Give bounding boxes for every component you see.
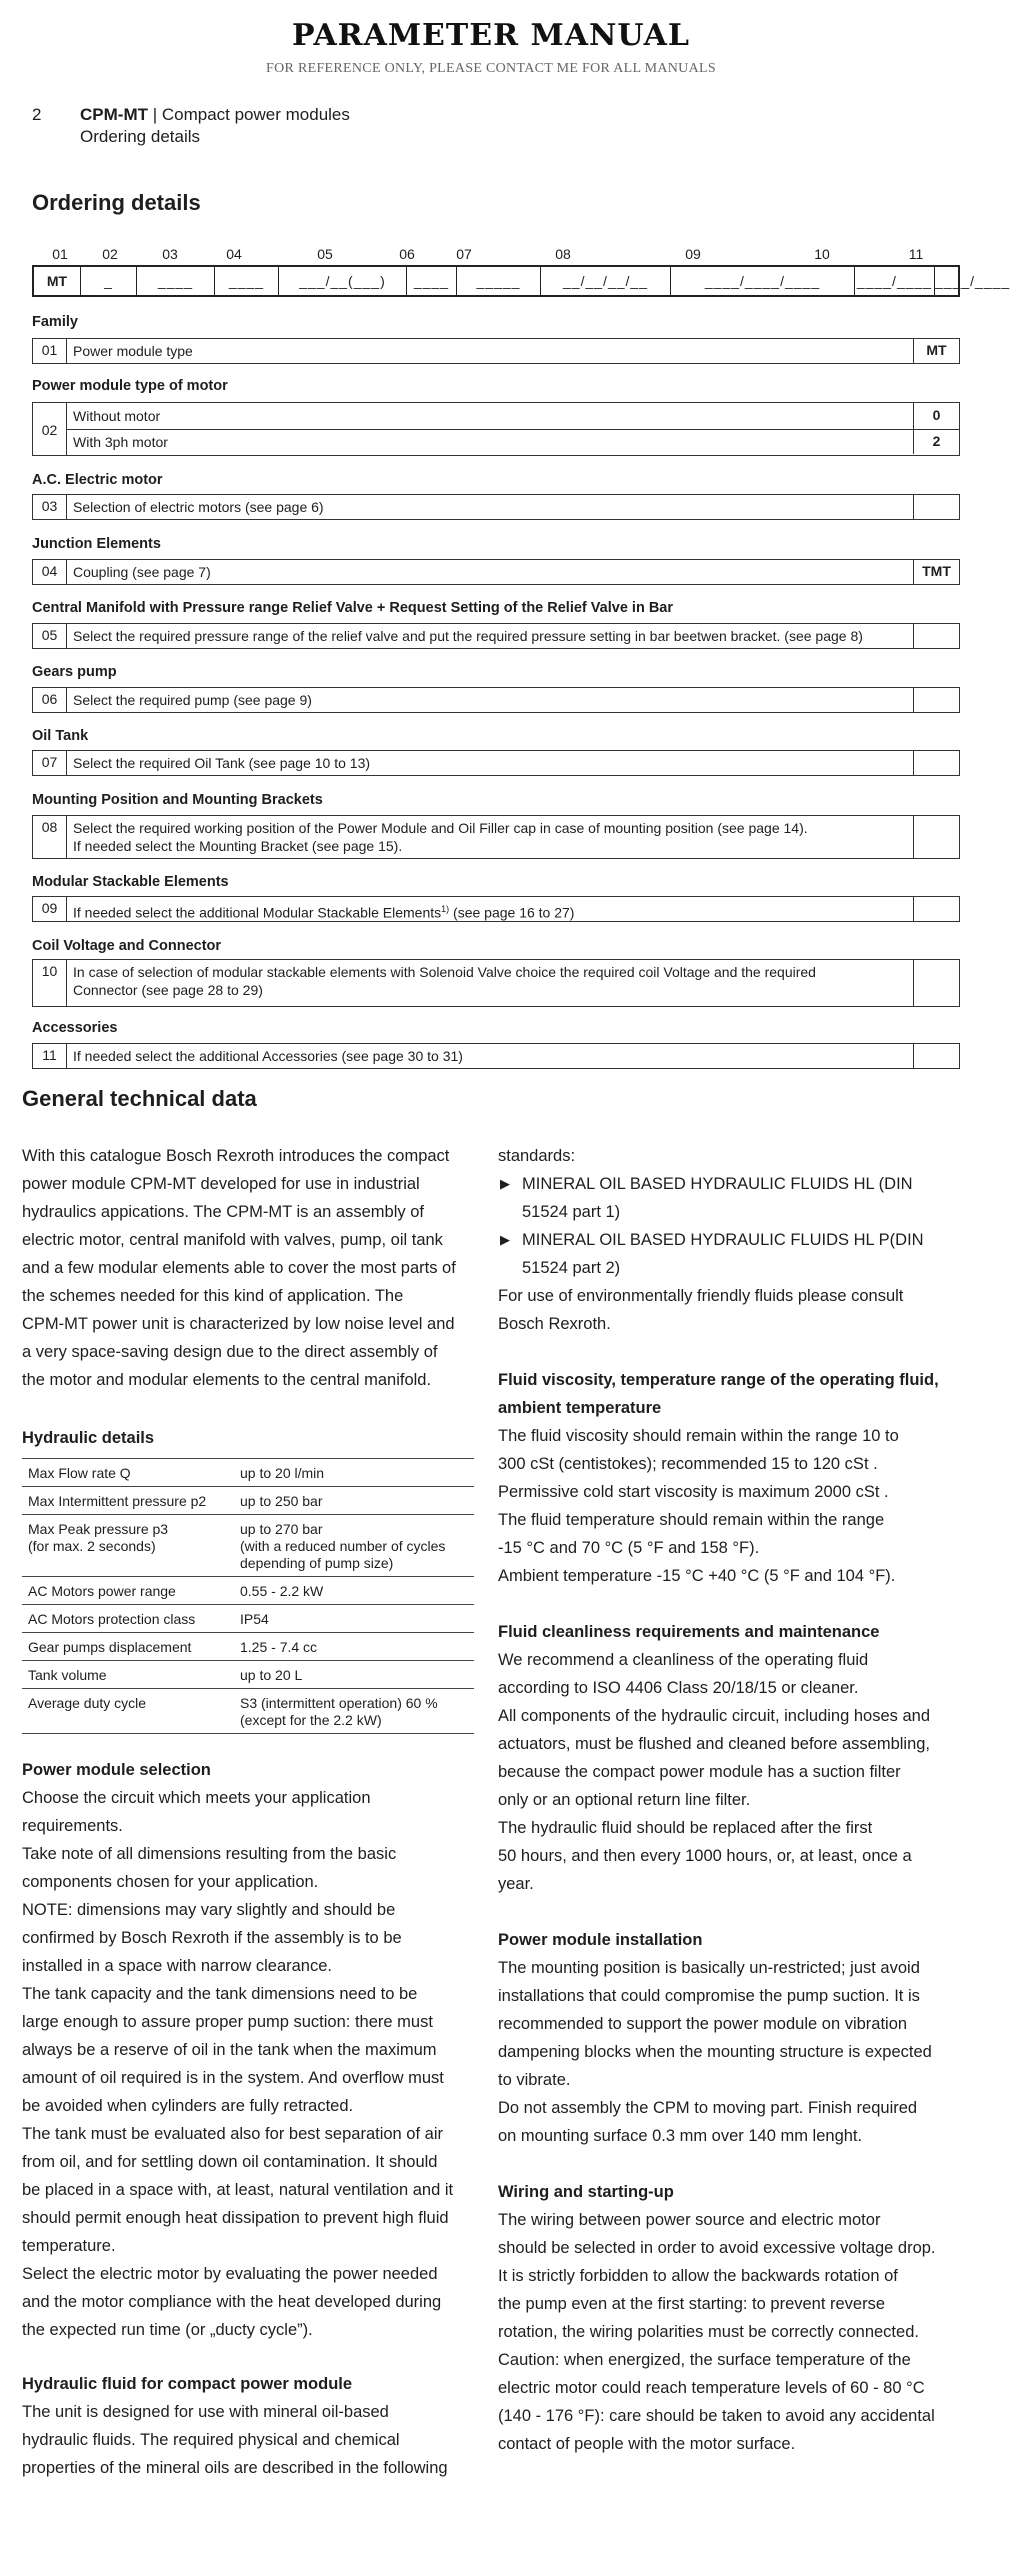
row-text-line-2: Connector (see page 28 to 29) (73, 982, 263, 998)
intro-line: a very space-saving design due to the direct assembly of (22, 1343, 438, 1361)
hydraulic-key (28, 1639, 240, 1656)
clean-title: Fluid cleanliness requirements and maintenance (498, 1623, 880, 1641)
install-line: Do not assembly the CPM to moving part. Finish required (498, 2099, 918, 2117)
wiring-line: contact of people with the motor surface. (498, 2435, 796, 2453)
code-cell-04: ____ (214, 267, 278, 295)
code-position-03: 03 (162, 246, 178, 262)
code-value-box (913, 495, 959, 519)
row-number: 05 (33, 624, 67, 648)
value-line: (except for the 2.2 kW) (240, 1712, 382, 1728)
bullet-line: 51524 part 2) (522, 1259, 621, 1277)
intro-line: the schemes needed for this kind of application. The (22, 1287, 404, 1305)
section-title: Central Manifold with Pressure range Relief Valve + Request Setting of the Relief Valve in Bar (32, 600, 674, 616)
install-line: installations that could compromise the pump suction. It is (498, 1987, 920, 2005)
selection-line: large enough to assure proper pump suction: there must (22, 2013, 433, 2031)
key-line: AC Motors power range (28, 1583, 176, 1599)
tech-intro (22, 1142, 482, 1394)
selection-line: Select the electric motor by evaluating the power needed (22, 2265, 438, 2283)
hydraulic-row (22, 1605, 474, 1633)
code-value-box (913, 1044, 959, 1068)
section-title: A.C. Electric motor (32, 472, 163, 488)
code-value-box: MT (913, 339, 959, 363)
standard-bullet (498, 1226, 968, 1282)
row-text-line: Selection of electric motors (see page 6) (73, 499, 324, 515)
value-line: up to 20 l/min (240, 1465, 325, 1481)
hydraulic-details-table (22, 1458, 474, 1734)
hydraulic-key (28, 1521, 240, 1572)
code-cell-01: MT (46, 273, 68, 289)
hydraulic-row (22, 1633, 474, 1661)
selection-line: NOTE: dimensions may vary slightly and should be (22, 1901, 396, 1919)
section-title: Mounting Position and Mounting Brackets (32, 792, 323, 808)
hydraulic-row (22, 1515, 474, 1577)
install-line: on mounting surface 0.3 mm over 140 mm lenght. (498, 2127, 863, 2145)
hydraulic-value (240, 1639, 474, 1656)
fluid-title: Hydraulic fluid for compact power module (22, 2375, 353, 2393)
row-text-line: Power module type (73, 343, 193, 359)
ordering-row (32, 1043, 960, 1069)
ordering-code-box (32, 265, 1010, 297)
page-number: 2 (32, 105, 42, 124)
row-text-line: Select the required working position of the Power Module and Oil Filler cap in case of mounting position (see page 14). (73, 820, 808, 836)
key-line: Max Peak pressure p3 (28, 1521, 169, 1537)
selection-line: installed in a space with narrow clearance. (22, 1957, 332, 1975)
hydraulic-key (28, 1611, 240, 1628)
selection-line: always be a reserve of oil in the tank when the maximum (22, 2041, 437, 2059)
selection-line: be placed in a space with, at least, natural ventilation and it (22, 2181, 454, 2199)
value-line: 1.25 - 7.4 cc (240, 1639, 318, 1655)
code-value-box (913, 751, 959, 775)
clean-line: We recommend a cleanliness of the operating fluid (498, 1651, 869, 1669)
row-text (73, 563, 909, 581)
ordering-row (32, 402, 960, 456)
code-cell-07: _____ (456, 267, 540, 295)
product-code: CPM-MT (80, 105, 148, 124)
tech-title: General technical data (22, 1086, 257, 1111)
bullet-triangle-icon: ▶ (500, 1176, 510, 1191)
hydraulic-value (240, 1695, 474, 1729)
row-number: 04 (33, 560, 67, 584)
wiring-line: It is strictly forbidden to allow the backwards rotation of (498, 2267, 898, 2285)
code-position-08: 08 (555, 246, 571, 262)
clean-line: only or an optional return line filter. (498, 1791, 751, 1809)
eco-line: For use of environmentally friendly fluids please consult (498, 1287, 904, 1305)
hydraulic-value (240, 1611, 474, 1628)
key-line: Average duty cycle (28, 1695, 147, 1711)
selection-line: requirements. (22, 1817, 123, 1835)
selection-line: confirmed by Bosch Rexroth if the assembly is to be (22, 1929, 402, 1947)
code-value-box (913, 816, 959, 858)
row-text (73, 900, 909, 922)
selection-title: Power module selection (22, 1761, 211, 1779)
intro-line: hydraulics appications. The CPM-MT is an assembly of (22, 1203, 424, 1221)
intro-line: With this catalogue Bosch Rexroth introduces the compact (22, 1147, 450, 1165)
selection-line: and the motor compliance with the heat developed during (22, 2293, 442, 2311)
hydraulic-title: Hydraulic details (22, 1429, 155, 1447)
row-divider (67, 429, 959, 430)
row-number: 01 (33, 339, 67, 363)
wiring-line: (140 - 176 °F): care should be taken to avoid any accidental (498, 2407, 935, 2425)
code-value-box: 2 (913, 429, 959, 455)
wiring-title: Wiring and starting-up (498, 2183, 674, 2201)
row-text-line: If needed select the additional Modular Stackable Elements (73, 904, 442, 921)
row-text (73, 691, 909, 709)
selection-line: from oil, and for settling down oil contamination. It should (22, 2153, 438, 2171)
intro-line: power module CPM-MT developed for use in industrial (22, 1175, 420, 1193)
header-section: Ordering details (80, 127, 201, 146)
banner-subtitle: FOR REFERENCE ONLY, PLEASE CONTACT ME FOR ALL MANUALS (266, 61, 716, 76)
row-text-line: Select the required pump (see page 9) (73, 692, 312, 708)
viscosity-line: Ambient temperature -15 °C +40 °C (5 °F and 104 °F). (498, 1567, 896, 1585)
ordering-row (32, 896, 960, 922)
code-cell-03: ____ (136, 267, 214, 295)
code-value-box (913, 688, 959, 712)
key-line: Gear pumps displacement (28, 1639, 192, 1655)
hydraulic-value (240, 1521, 474, 1572)
wiring-line: the pump even at the first starting: to prevent reverse (498, 2295, 886, 2313)
selection-line: The tank must be evaluated also for best separation of air (22, 2125, 443, 2143)
row-number: 03 (33, 495, 67, 519)
code-cell-09: ____/____/____ (670, 267, 854, 295)
fluid-line: properties of the mineral oils are described in the following (22, 2459, 448, 2477)
key-line: Max Intermittent pressure p2 (28, 1493, 207, 1509)
viscosity-line: Permissive cold start viscosity is maximum 2000 cSt . (498, 1483, 889, 1501)
hydraulic-key (28, 1583, 240, 1600)
value-line: depending of pump size) (240, 1555, 394, 1571)
left-column-text (22, 1756, 482, 2482)
viscosity-line: The fluid temperature should remain within the range (498, 1511, 885, 1529)
clean-line: actuators, must be flushed and cleaned before assembling, (498, 1735, 931, 1753)
hydraulic-row (22, 1459, 474, 1487)
code-position-09: 09 (685, 246, 701, 262)
bullet-line: MINERAL OIL BASED HYDRAULIC FLUIDS HL (DIN (522, 1175, 913, 1193)
viscosity-title-2: ambient temperature (498, 1399, 662, 1417)
section-title: Oil Tank (32, 728, 89, 744)
right-column-text (498, 1142, 968, 2458)
code-cell-08: __/__/__/__ (540, 267, 670, 295)
viscosity-line: The fluid viscosity should remain within the range 10 to (498, 1427, 899, 1445)
ordering-row (32, 750, 960, 776)
code-position-02: 02 (102, 246, 118, 262)
code-position-05: 05 (317, 246, 333, 262)
clean-line: year. (498, 1875, 534, 1893)
selection-line: The tank capacity and the tank dimensions need to be (22, 1985, 418, 2003)
row-text-line-2: If needed select the Mounting Bracket (see page 15). (73, 838, 403, 854)
code-position-07: 07 (456, 246, 472, 262)
hydraulic-value (240, 1583, 474, 1600)
code-cell-11: ____/____ (934, 267, 960, 295)
value-line: up to 20 L (240, 1667, 303, 1683)
bullet-line: MINERAL OIL BASED HYDRAULIC FLUIDS HL P(DIN (522, 1231, 924, 1249)
row-text-tail: (see page 16 to 27) (449, 904, 575, 921)
hydraulic-row (22, 1661, 474, 1689)
clean-line: All components of the hydraulic circuit, including hoses and (498, 1707, 930, 1725)
ordering-row (32, 687, 960, 713)
row-number: 06 (33, 688, 67, 712)
key-line: (for max. 2 seconds) (28, 1538, 156, 1554)
footnote-marker: 1) (441, 904, 450, 914)
section-title: Coil Voltage and Connector (32, 938, 222, 954)
standards-label: standards: (498, 1147, 576, 1165)
code-position-04: 04 (226, 246, 242, 262)
value-line: IP54 (240, 1611, 269, 1627)
code-value-box (913, 897, 959, 921)
value-line: (with a reduced number of cycles (240, 1538, 446, 1554)
row-number: 08 (33, 816, 67, 858)
code-position-11: 11 (908, 246, 924, 262)
ordering-row (32, 623, 960, 649)
ordering-row (32, 338, 960, 364)
selection-line: amount of oil required is in the system. And overflow must (22, 2069, 444, 2087)
code-cell-10: ____/____ (854, 267, 934, 295)
hydraulic-value (240, 1667, 474, 1684)
bullet-line: 51524 part 1) (522, 1203, 621, 1221)
code-cell-05: ___/__(___) (278, 267, 406, 295)
wiring-line: electric motor could reach temperature levels of 60 - 80 °C (498, 2379, 925, 2397)
row-number: 10 (33, 960, 67, 1006)
hydraulic-value (240, 1493, 474, 1510)
ordering-row (32, 559, 960, 585)
eco-line: Bosch Rexroth. (498, 1315, 611, 1333)
key-line: AC Motors protection class (28, 1611, 196, 1627)
hydraulic-key (28, 1493, 240, 1510)
code-value-box (913, 624, 959, 648)
row-text-line: Coupling (see page 7) (73, 564, 211, 580)
row-text (73, 1047, 909, 1065)
fluid-line: hydraulic fluids. The required physical and chemical (22, 2431, 400, 2449)
install-line: to vibrate. (498, 2071, 571, 2089)
row-text: Without motor (73, 408, 161, 424)
product-name: | Compact power modules (152, 105, 350, 124)
intro-line: electric motor, central manifold with valves, pump, oil tank (22, 1231, 443, 1249)
row-number: 11 (33, 1044, 67, 1068)
row-text (73, 498, 909, 516)
wiring-line: rotation, the wiring polarities must be correctly connected. (498, 2323, 919, 2341)
wiring-line: The wiring between power source and electric motor (498, 2211, 881, 2229)
ordering-row (32, 815, 960, 859)
section-title: Gears pump (32, 664, 117, 680)
hydraulic-value (240, 1465, 474, 1482)
code-position-06: 06 (399, 246, 415, 262)
intro-line: the motor and modular elements to the central manifold. (22, 1371, 432, 1389)
clean-line: The hydraulic fluid should be replaced after the first (498, 1819, 873, 1837)
selection-line: components chosen for your application. (22, 1873, 319, 1891)
value-line: S3 (intermittent operation) 60 % (240, 1695, 438, 1711)
hydraulic-row (22, 1689, 474, 1734)
viscosity-line: 300 cSt (centistokes); recommended 15 to 120 cSt . (498, 1455, 878, 1473)
code-cell-02: _ (80, 267, 136, 295)
row-text: With 3ph motor (73, 433, 168, 450)
bullet-triangle-icon: ▶ (500, 1232, 510, 1247)
install-line: recommended to support the power module on vibration (498, 2015, 908, 2033)
row-text-line: Select the required Oil Tank (see page 10 to 13) (73, 755, 371, 771)
code-position-10: 10 (814, 246, 830, 262)
row-number: 09 (33, 897, 67, 921)
row-text-line: Select the required pressure range of the relief valve and put the required pressure setting in bar beetwen bracket. (see page 8) (73, 628, 863, 644)
banner-title: PARAMETER MANUAL (291, 18, 691, 53)
intro-line: CPM-MT power unit is characterized by low noise level and (22, 1315, 455, 1333)
code-value-box (913, 960, 959, 1006)
hydraulic-key (28, 1465, 240, 1482)
value-line: up to 270 bar (240, 1521, 323, 1537)
section-title: Family (32, 314, 78, 330)
install-line: The mounting position is basically un-restricted; just avoid (498, 1959, 920, 1977)
page-header (32, 104, 350, 148)
ordering-row (32, 959, 960, 1007)
row-number: 07 (33, 751, 67, 775)
key-line: Max Flow rate Q (28, 1465, 131, 1481)
code-value-box: TMT (913, 560, 959, 584)
row-text (73, 342, 909, 360)
selection-line: Choose the circuit which meets your application (22, 1789, 371, 1807)
hydraulic-row (22, 1487, 474, 1515)
selection-line: should permit enough heat dissipation to prevent high fluid (22, 2209, 449, 2227)
ordering-title: Ordering details (32, 190, 201, 215)
section-title: Modular Stackable Elements (32, 874, 229, 890)
selection-line: Take note of all dimensions resulting from the basic (22, 1845, 397, 1863)
row-number: 02 (33, 403, 67, 455)
key-line: Tank volume (28, 1667, 107, 1683)
value-line: 0.55 - 2.2 kW (240, 1583, 324, 1599)
viscosity-title: Fluid viscosity, temperature range of the operating fluid, (498, 1371, 939, 1389)
fluid-line: The unit is designed for use with mineral oil-based (22, 2403, 389, 2421)
hydraulic-details-title (22, 1424, 154, 1452)
code-cell-06: ____ (406, 267, 456, 295)
hydraulic-row (22, 1577, 474, 1605)
viscosity-line: -15 °C and 70 °C (5 °F and 158 °F). (498, 1539, 760, 1557)
selection-line: be avoided when cylinders are fully retracted. (22, 2097, 354, 2115)
row-text-line: In case of selection of modular stackable elements with Solenoid Valve choice the required coil Voltage and the required (73, 964, 816, 980)
code-position-01: 01 (52, 246, 68, 262)
section-title: Junction Elements (32, 536, 161, 552)
clean-line: because the compact power module has a suction filter (498, 1763, 901, 1781)
row-text-line: If needed select the additional Accessories (see page 30 to 31) (73, 1048, 463, 1064)
row-text (73, 754, 909, 772)
code-position-numbers (32, 246, 960, 264)
wiring-line: Caution: when energized, the surface temperature of the (498, 2351, 911, 2369)
hydraulic-key (28, 1667, 240, 1684)
ordering-row (32, 494, 960, 520)
section-title: Accessories (32, 1020, 118, 1036)
standard-bullet (498, 1170, 968, 1226)
clean-line: according to ISO 4406 Class 20/18/15 or cleaner. (498, 1679, 859, 1697)
row-text (73, 627, 909, 645)
document-banner (0, 18, 982, 77)
row-text (73, 819, 909, 855)
selection-line: the expected run time (or „ducty cycle”). (22, 2321, 313, 2339)
wiring-line: should be selected in order to avoid excessive voltage drop. (498, 2239, 936, 2257)
section-title: Power module type of motor (32, 378, 228, 394)
row-text (73, 963, 909, 999)
intro-line: and a few modular elements able to cover the most parts of (22, 1259, 456, 1277)
install-title: Power module installation (498, 1931, 703, 1949)
hydraulic-key (28, 1695, 240, 1729)
code-value-box: 0 (913, 403, 959, 429)
install-line: dampening blocks when the mounting structure is expected (498, 2043, 932, 2061)
clean-line: 50 hours, and then every 1000 hours, or, at least, once a (498, 1847, 912, 1865)
value-line: up to 250 bar (240, 1493, 323, 1509)
selection-line: temperature. (22, 2237, 116, 2255)
